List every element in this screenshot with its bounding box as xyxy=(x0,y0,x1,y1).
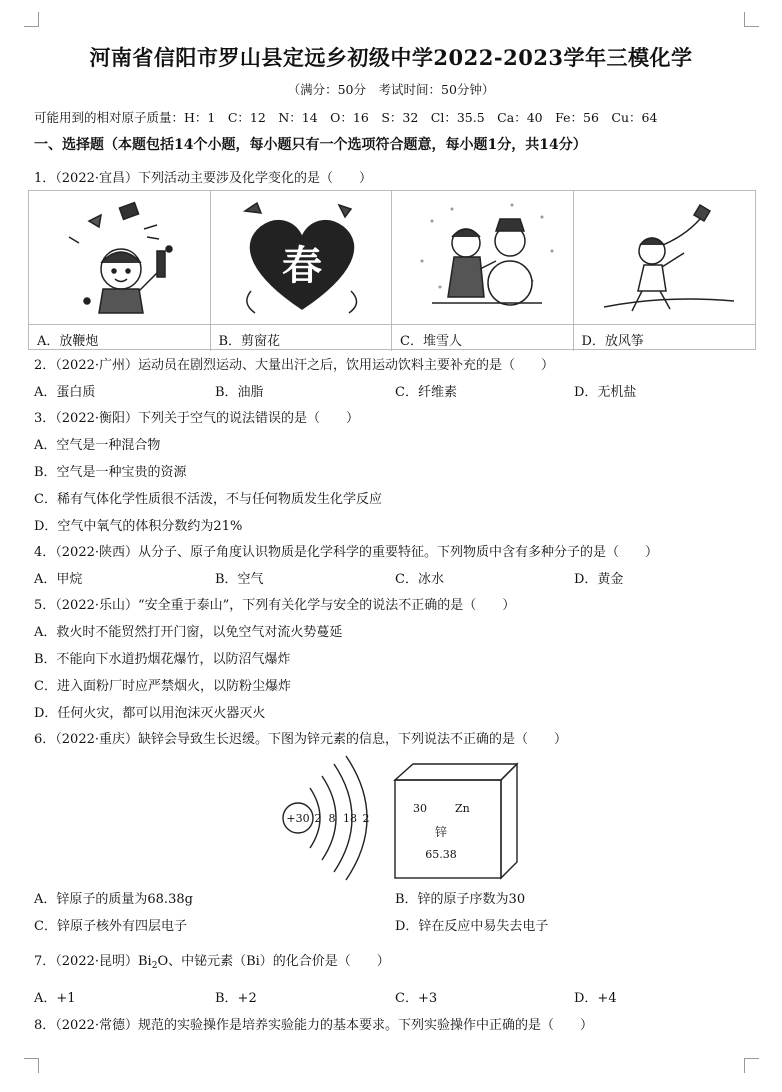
q3-option-c[interactable]: C．稀有气体化学性质很不活泼，不与任何物质发生化学反应 xyxy=(34,492,382,507)
q7-option-a[interactable]: A．+1 xyxy=(34,991,76,1006)
q7-option-d[interactable]: D．+4 xyxy=(574,991,617,1006)
question-5-stem: 5．（2022·乐山）“安全重于泰山”，下列有关化学与安全的说法不正确的是（ ） xyxy=(34,598,516,613)
q1-option-d[interactable]: D．放风筝 xyxy=(574,324,756,351)
section-heading: 一、选择题（本题包括14个小题，每小题只有一个选项符合题意，每小题1分，共14分） xyxy=(34,137,587,153)
q5-option-a[interactable]: A．救火时不能贸然打开门窗，以免空气对流火势蔓延 xyxy=(34,625,343,640)
element-name: 锌 xyxy=(434,825,448,839)
q6-option-b[interactable]: B．锌的原子序数为30 xyxy=(395,892,526,907)
q4-option-a[interactable]: A．甲烷 xyxy=(34,572,83,587)
atomic-mass: 65.38 xyxy=(425,848,457,861)
firecracker-image-cell xyxy=(29,191,211,324)
shell-count-1: 2 xyxy=(314,812,322,825)
papercut-image-cell xyxy=(211,191,393,324)
shell-count-3: 18 xyxy=(343,812,357,825)
crop-mark-bottom-left xyxy=(24,1058,39,1073)
q2-option-d[interactable]: D．无机盐 xyxy=(574,385,637,400)
q6-option-a[interactable]: A．锌原子的质量为68.38g xyxy=(34,892,193,907)
zinc-element-cube xyxy=(393,762,523,882)
q3-option-a[interactable]: A．空气是一种混合物 xyxy=(34,438,161,453)
question-1-image-table xyxy=(28,190,756,350)
snowman-image-cell xyxy=(392,191,574,324)
atomic-masses: 可能用到的相对原子质量：H：1 C：12 N：14 O：16 S：32 Cl：35.5 Ca：40 Fe：56 Cu：64 xyxy=(34,110,658,125)
q4-option-d[interactable]: D．黄金 xyxy=(574,572,624,587)
snowman-illustration xyxy=(392,191,574,324)
q2-option-a[interactable]: A．蛋白质 xyxy=(34,385,96,400)
q7-stem-suffix: O、中铋元素（Bi）的化合价是（ ） xyxy=(157,954,390,969)
kite-illustration xyxy=(574,191,756,324)
q5-option-d[interactable]: D．任何火灾，都可以用泡沫灭火器灭火 xyxy=(34,706,266,721)
q6-option-d[interactable]: D．锌在反应中易失去电子 xyxy=(395,919,549,934)
papercut-illustration xyxy=(211,191,393,324)
shell-count-2: 8 xyxy=(328,812,336,825)
q1-option-a[interactable]: A．放鞭炮 xyxy=(29,324,211,351)
question-2-stem: 2．（2022·广州）运动员在剧烈运动、大量出汗之后，饮用运动饮料主要补充的是（ ） xyxy=(34,358,554,373)
page-title: 河南省信阳市罗山县定远乡初级中学2022-2023学年三模化学 xyxy=(89,45,693,70)
question-7-stem xyxy=(34,950,390,971)
exam-info: （满分：50分 考试时间：50分钟） xyxy=(287,82,495,97)
q4-option-c[interactable]: C．冰水 xyxy=(395,572,444,587)
question-3-stem: 3．（2022·衡阳）下列关于空气的说法错误的是（ ） xyxy=(34,411,359,426)
firecracker-illustration xyxy=(29,191,211,324)
q7-stem-prefix: 7．（2022·昆明）Bi xyxy=(34,954,152,969)
q2-option-c[interactable]: C．纤维素 xyxy=(395,385,457,400)
q5-option-c[interactable]: C．进入面粉厂时应严禁烟火，以防粉尘爆炸 xyxy=(34,679,291,694)
crop-mark-top-left xyxy=(24,12,39,27)
q7-subscript: 2 xyxy=(151,961,158,971)
q7-option-b[interactable]: B．+2 xyxy=(215,991,257,1006)
q3-option-b[interactable]: B．空气是一种宝贵的资源 xyxy=(34,465,187,480)
kite-image-cell xyxy=(574,191,756,324)
question-4-stem: 4．（2022·陕西）从分子、原子角度认识物质是化学科学的重要特征。下列物质中含有多种分子的是（ ） xyxy=(34,545,658,560)
q1-option-c[interactable]: C．堆雪人 xyxy=(392,324,574,351)
crop-mark-bottom-right xyxy=(744,1058,759,1073)
q4-option-b[interactable]: B．空气 xyxy=(215,572,264,587)
q2-option-b[interactable]: B．油脂 xyxy=(215,385,264,400)
q6-option-c[interactable]: C．锌原子核外有四层电子 xyxy=(34,919,187,934)
shell-count-4: 2 xyxy=(362,812,370,825)
q1-option-b[interactable]: B．剪窗花 xyxy=(211,324,393,351)
element-symbol: Zn xyxy=(455,802,470,815)
papercut-character: 春 xyxy=(281,242,322,289)
question-1-stem: 1．（2022·宜昌）下列活动主要涉及化学变化的是（ ） xyxy=(34,171,372,186)
atomic-number: 30 xyxy=(413,802,427,815)
question-6-stem: 6．（2022·重庆）缺锌会导致生长迟缓。下图为锌元素的信息，下列说法不正确的是（ ） xyxy=(34,732,567,747)
nucleus-charge: +30 xyxy=(286,812,310,825)
question-8-stem: 8．（2022·常德）规范的实验操作是培养实验能力的基本要求。下列实验操作中正确的是（ ） xyxy=(34,1018,593,1033)
q3-option-d[interactable]: D．空气中氧气的体积分数约为21% xyxy=(34,519,243,534)
q5-option-b[interactable]: B．不能向下水道扔烟花爆竹，以防沼气爆炸 xyxy=(34,652,291,667)
crop-mark-top-right xyxy=(744,12,759,27)
q7-option-c[interactable]: C．+3 xyxy=(395,991,438,1006)
